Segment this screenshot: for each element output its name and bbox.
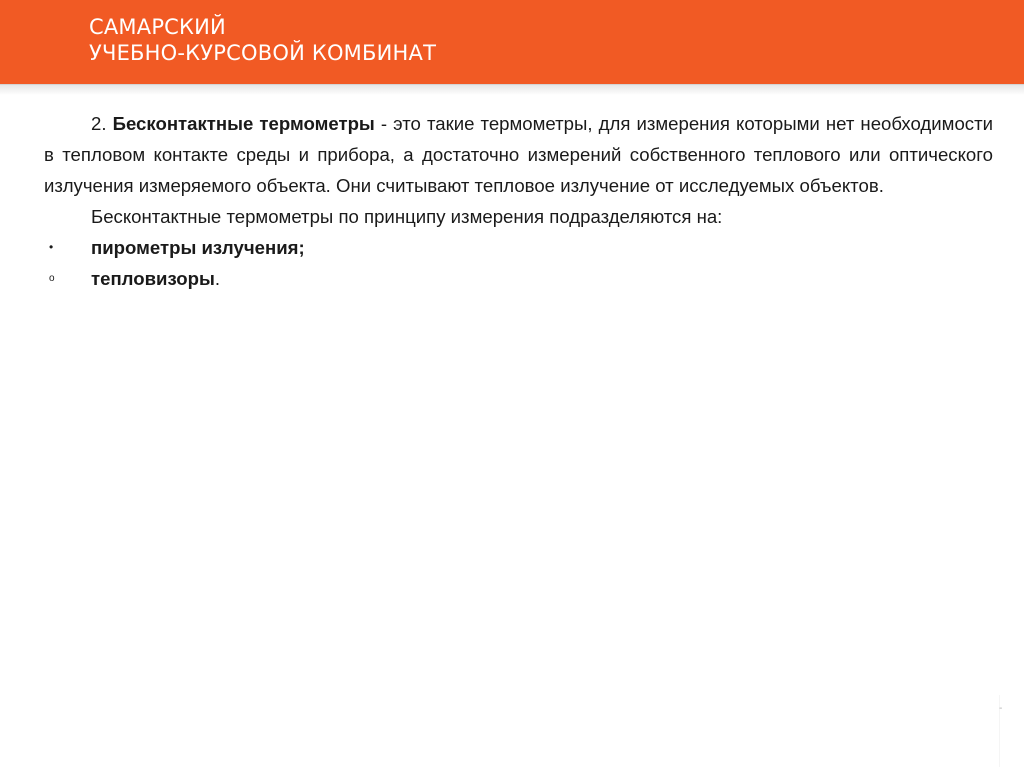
header-bar [0, 0, 1024, 85]
circle-bullet-icon: o [49, 273, 55, 284]
list-item-label: пирометры излучения; [91, 237, 305, 258]
list-item [44, 232, 993, 263]
slide-mark: - [999, 703, 1003, 714]
paragraph-number: 2. [91, 113, 107, 134]
brand-line-1: САМАРСКИЙ [89, 15, 226, 39]
paragraph-definition [44, 108, 993, 201]
paragraph-classification: Бесконтактные термометры по принципу измерения подразделяются на: [91, 206, 723, 227]
brand-line-2: УЧЕБНО-КУРСОВОЙ КОМБИНАТ [89, 41, 437, 65]
list-item [44, 263, 993, 294]
header-divider [0, 85, 1024, 95]
slide-body [44, 108, 993, 294]
term-contactless-thermometers: Бесконтактные термометры [112, 113, 375, 134]
list-item-label: тепловизоры [91, 268, 215, 289]
definition-text: - это такие термометры, для измерения которыми нет необходимости в тепловом контакте среды и прибора, а достаточно измерений собственного теплового или оптического излучения измеряемого объекта. Они считывают тепловое излучение от исследуемых объектов. [44, 113, 993, 196]
list-item-suffix: . [214, 268, 221, 289]
brand-logo-text [89, 14, 436, 66]
bullet-icon: • [49, 240, 54, 254]
types-list [44, 232, 993, 294]
